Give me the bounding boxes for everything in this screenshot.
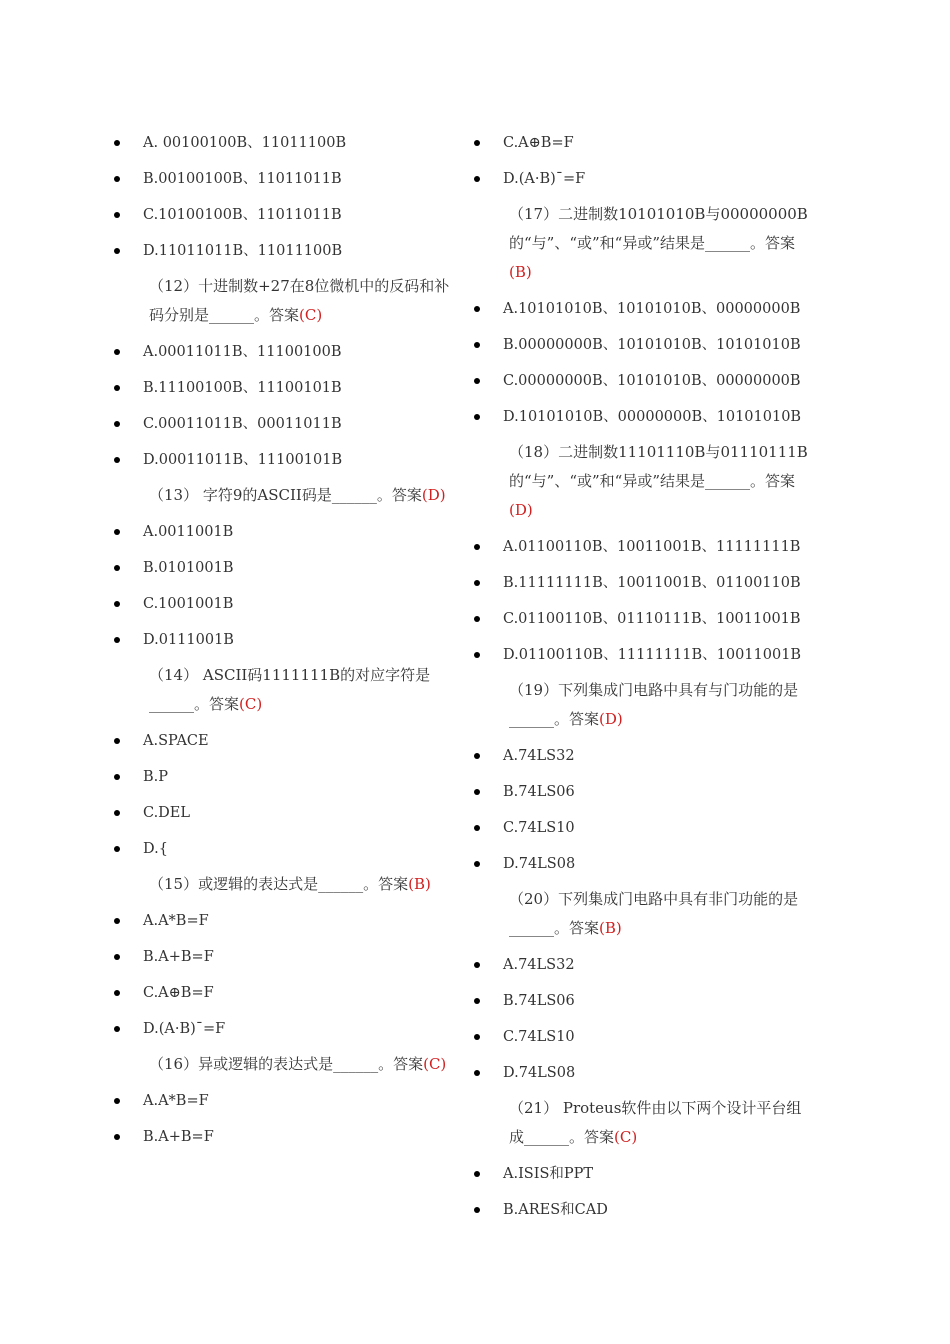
question-text <box>503 673 815 738</box>
answer-option <box>110 759 450 795</box>
bullet-icon <box>474 962 480 968</box>
option-text: A.00011011B、11100100B <box>143 344 342 360</box>
option-text: D.00011011B、11100101B <box>143 452 343 468</box>
question-text <box>503 1091 815 1156</box>
answer-key: (C) <box>614 1128 638 1146</box>
question-text <box>143 658 450 723</box>
bullet-icon <box>114 601 120 607</box>
answer-option <box>470 774 815 810</box>
answer-option <box>470 363 815 399</box>
option-text: C.01100110B、01110111B、10011001B <box>503 611 801 627</box>
option-text: D.74LS08 <box>503 856 576 872</box>
option-text: B.A+B=F <box>143 1129 214 1145</box>
bullet-icon <box>114 421 120 427</box>
answer-key: (D) <box>509 501 533 519</box>
question-text <box>503 197 815 291</box>
bullet-icon <box>114 212 120 218</box>
option-text: B.00100100B、11011011B <box>143 171 342 187</box>
bullet-icon <box>474 825 480 831</box>
bullet-icon <box>474 140 480 146</box>
bullet-icon <box>474 544 480 550</box>
answer-option <box>470 637 815 673</box>
answer-option <box>470 810 815 846</box>
question-stem: （15）或逻辑的表达式是______。答案 <box>149 875 409 893</box>
bullet-icon <box>114 1098 120 1104</box>
option-text: D.01100110B、11111111B、10011001B <box>503 647 802 663</box>
answer-option <box>110 233 450 269</box>
answer-option <box>110 586 450 622</box>
answer-option <box>470 1055 815 1091</box>
answer-option <box>110 1083 450 1119</box>
option-text: C.74LS10 <box>503 1029 575 1045</box>
option-text: A.10101010B、10101010B、00000000B <box>503 301 801 317</box>
answer-option <box>110 406 450 442</box>
answer-option <box>110 334 450 370</box>
bullet-icon <box>474 580 480 586</box>
bullet-icon <box>114 457 120 463</box>
bullet-icon <box>114 774 120 780</box>
answer-option <box>110 370 450 406</box>
answer-option <box>470 529 815 565</box>
bullet-icon <box>114 1026 120 1032</box>
option-text: B.74LS06 <box>503 784 575 800</box>
bullet-icon <box>114 1134 120 1140</box>
option-text: D.11011011B、11011100B <box>143 243 343 259</box>
bullet-icon <box>474 414 480 420</box>
answer-key: (C) <box>239 695 263 713</box>
option-text: C.10100100B、11011011B <box>143 207 342 223</box>
bullet-icon <box>114 637 120 643</box>
bullet-icon <box>474 176 480 182</box>
answer-option <box>110 161 450 197</box>
option-text: B.A+B=F <box>143 949 214 965</box>
answer-option <box>470 399 815 435</box>
option-text: A.A*B=F <box>143 1093 209 1109</box>
option-text: C.A⊕B=F <box>143 985 214 1001</box>
answer-option <box>470 565 815 601</box>
answer-key: (B) <box>599 919 622 937</box>
bullet-icon <box>114 954 120 960</box>
bullet-icon <box>114 738 120 744</box>
bullet-icon <box>474 652 480 658</box>
question-stem: （19）下列集成门电路中具有与门功能的是______。答案 <box>509 681 799 728</box>
bullet-icon <box>114 918 120 924</box>
question-text <box>143 269 450 334</box>
answer-key: (C) <box>299 306 323 324</box>
option-text: D.0111001B <box>143 632 234 648</box>
answer-option <box>110 795 450 831</box>
bullet-icon <box>474 342 480 348</box>
answer-option <box>470 125 815 161</box>
question-text <box>143 867 450 903</box>
answer-key: (B) <box>408 875 431 893</box>
option-text: D.74LS08 <box>503 1065 576 1081</box>
answer-option <box>110 1011 450 1047</box>
question-stem: （16）异或逻辑的表达式是______。答案 <box>149 1055 424 1073</box>
option-text: D.{ <box>143 841 168 857</box>
bullet-icon <box>474 861 480 867</box>
answer-option <box>470 601 815 637</box>
option-text: A. 00100100B、11011100B <box>143 135 347 151</box>
option-text: A.SPACE <box>143 733 209 749</box>
question-stem: （20）下列集成门电路中具有非门功能的是______。答案 <box>509 890 799 937</box>
bullet-icon <box>474 998 480 1004</box>
option-text: B.P <box>143 769 169 785</box>
bullet-icon <box>114 248 120 254</box>
bullet-icon <box>474 306 480 312</box>
question-stem: （12）十进制数+27在8位微机中的反码和补码分别是______。答案 <box>149 277 450 324</box>
bullet-icon <box>474 1034 480 1040</box>
answer-option <box>110 197 450 233</box>
option-text: A.A*B=F <box>143 913 209 929</box>
answer-option <box>470 161 815 197</box>
option-text: B.00000000B、10101010B、10101010B <box>503 337 801 353</box>
answer-key: (D) <box>421 486 446 504</box>
bullet-icon <box>114 529 120 535</box>
answer-key: (C) <box>423 1055 447 1073</box>
answer-option <box>110 831 450 867</box>
answer-option <box>470 846 815 882</box>
option-text: C.74LS10 <box>503 820 575 836</box>
answer-option <box>470 327 815 363</box>
option-text: A.74LS32 <box>503 748 575 764</box>
answer-option <box>470 291 815 327</box>
answer-option <box>110 903 450 939</box>
answer-option <box>470 1156 815 1192</box>
bullet-icon <box>474 1207 480 1213</box>
question-text <box>143 478 450 514</box>
option-text: D.(A·B)¯=F <box>143 1021 226 1037</box>
bullet-icon <box>114 846 120 852</box>
bullet-icon <box>474 616 480 622</box>
option-text: C.00000000B、10101010B、00000000B <box>503 373 801 389</box>
bullet-icon <box>114 349 120 355</box>
question-stem: （13） 字符9的ASCII码是______。答案 <box>149 486 422 504</box>
bullet-icon <box>114 385 120 391</box>
option-text: A.0011001B <box>143 524 234 540</box>
bullet-icon <box>474 378 480 384</box>
option-text: B.74LS06 <box>503 993 575 1009</box>
option-text: B.ARES和CAD <box>503 1202 608 1218</box>
answer-option <box>110 1119 450 1155</box>
answer-option <box>110 514 450 550</box>
option-text: C.00011011B、00011011B <box>143 416 342 432</box>
answer-option <box>110 550 450 586</box>
option-text: C.A⊕B=F <box>503 135 574 151</box>
answer-option <box>110 622 450 658</box>
answer-option <box>470 738 815 774</box>
question-text <box>503 435 815 529</box>
bullet-icon <box>474 1070 480 1076</box>
bullet-icon <box>474 753 480 759</box>
answer-option <box>470 947 815 983</box>
answer-option <box>470 983 815 1019</box>
answer-option <box>470 1019 815 1055</box>
option-text: C.DEL <box>143 805 191 821</box>
question-text <box>503 882 815 947</box>
answer-key: (D) <box>599 710 623 728</box>
answer-option <box>110 442 450 478</box>
option-text: A.ISIS和PPT <box>503 1166 594 1182</box>
option-text: C.1001001B <box>143 596 234 612</box>
answer-option <box>470 1192 815 1228</box>
option-text: B.11100100B、11100101B <box>143 380 342 396</box>
question-stem: （14） ASCII码1111111B的对应字符是______。答案 <box>149 666 431 713</box>
option-text: D.(A·B)¯=F <box>503 171 586 187</box>
answer-option <box>110 939 450 975</box>
right-column <box>470 125 815 1228</box>
option-text: A.01100110B、10011001B、11111111B <box>503 539 801 555</box>
answer-option <box>110 723 450 759</box>
bullet-icon <box>114 140 120 146</box>
answer-key: (B) <box>509 263 532 281</box>
question-stem: （17）二进制数10101010B与00000000B的“与”、“或”和“异或”结果是______。答案 <box>509 205 808 252</box>
question-stem: （18）二进制数11101110B与01110111B的“与”、“或”和“异或”结果是______。答案 <box>509 443 808 490</box>
left-column <box>110 125 450 1155</box>
answer-option <box>110 125 450 161</box>
bullet-icon <box>474 1171 480 1177</box>
bullet-icon <box>114 990 120 996</box>
bullet-icon <box>114 176 120 182</box>
question-text <box>143 1047 450 1083</box>
option-text: D.10101010B、00000000B、10101010B <box>503 409 802 425</box>
bullet-icon <box>114 565 120 571</box>
option-text: A.74LS32 <box>503 957 575 973</box>
option-text: B.0101001B <box>143 560 234 576</box>
bullet-icon <box>114 810 120 816</box>
answer-option <box>110 975 450 1011</box>
option-text: B.11111111B、10011001B、01100110B <box>503 575 801 591</box>
question-stem: （21） Proteus软件由以下两个设计平台组成______。答案 <box>509 1099 802 1146</box>
bullet-icon <box>474 789 480 795</box>
